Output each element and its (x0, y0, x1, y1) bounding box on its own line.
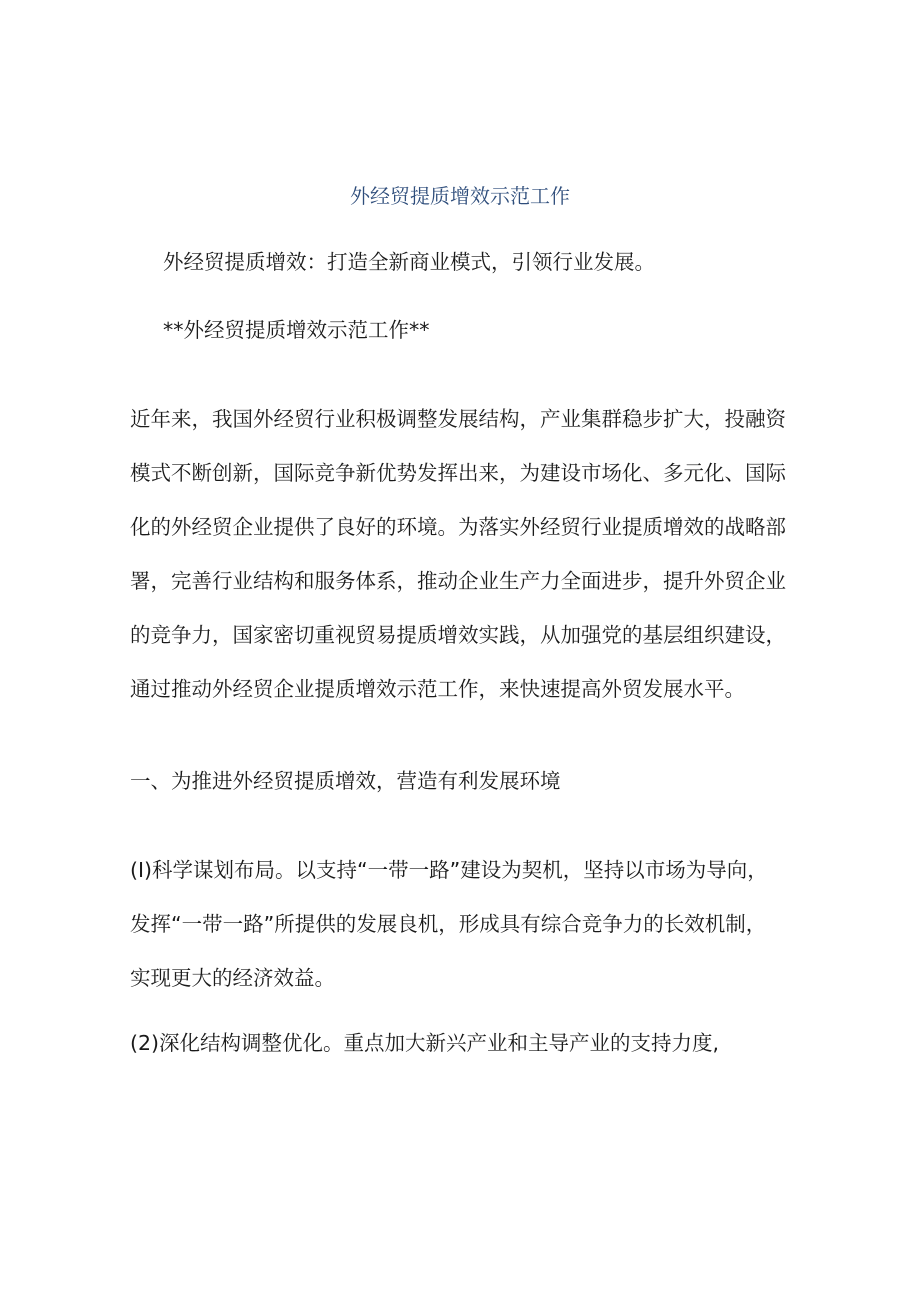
paragraph-line: 通过推动外经贸企业提质增效示范工作，来快速提高外贸发展水平。 (130, 677, 745, 701)
intro-paragraph (130, 392, 786, 716)
item-two-paragraph (130, 1016, 780, 1070)
paragraph-line: 的竞争力，国家密切重视贸易提质增效实践，从加强党的基层组织建设， (130, 623, 786, 647)
paragraph-line: 化的外经贸企业提供了良好的环境。为落实外经贸行业提质增效的战略部 (130, 515, 786, 539)
paragraph-line: (2)深化结构调整优化。重点加大新兴产业和主导产业的支持力度, (130, 1031, 720, 1055)
section-one-heading (130, 754, 780, 808)
paragraph-line: 模式不断创新，国际竞争新优势发挥出来，为建设市场化、多元化、国际 (130, 461, 786, 485)
paragraph-line: 发挥“一带一路”所提供的发展良机，形成具有综合竞争力的长效机制， (130, 912, 767, 936)
item-one-paragraph (130, 843, 780, 1005)
document-title: 外经贸提质增效示范工作 (350, 184, 570, 208)
paragraph-line: 近年来，我国外经贸行业积极调整发展结构，产业集群稳步扩大，投融资 (130, 407, 786, 431)
paragraph-line: 署，完善行业结构和服务体系，推动企业生产力全面进步，提升外贸企业 (130, 569, 786, 593)
section-heading-text: 一、为推进外经贸提质增效，营造有利发展环境 (130, 769, 561, 793)
paragraph-line: 实现更大的经济效益。 (130, 966, 335, 990)
document-subtitle: 外经贸提质增效：打造全新商业模式，引领行业发展。 (163, 250, 655, 274)
paragraph-line: (I)科学谋划布局。以支持“一带一路”建设为契机，坚持以市场为导向， (130, 858, 768, 882)
bold-heading: **外经贸提质增效示范工作** (163, 318, 430, 342)
